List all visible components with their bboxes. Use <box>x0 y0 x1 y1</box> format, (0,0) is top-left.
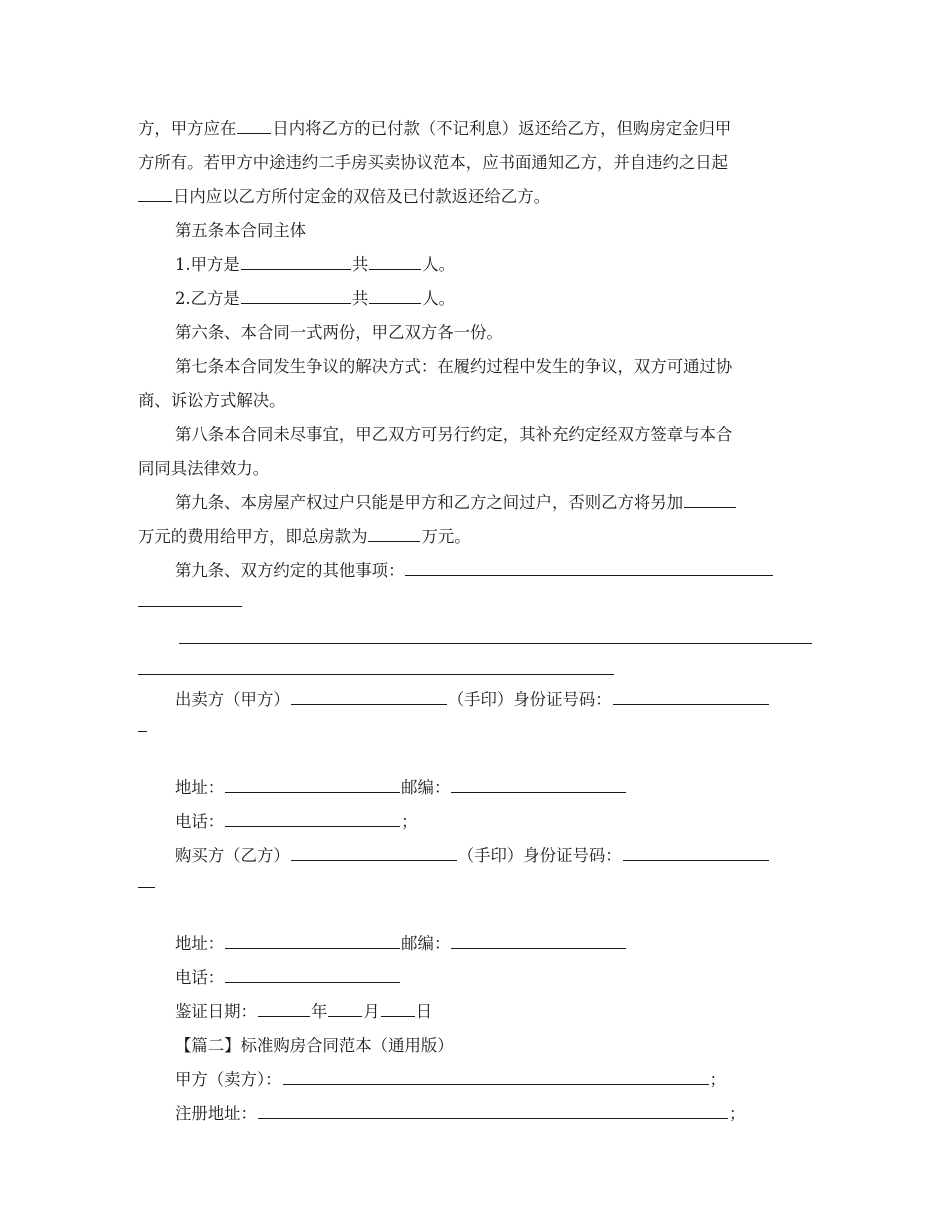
party-a-field <box>283 1066 709 1085</box>
text: （手印）身份证号码： <box>457 846 622 865</box>
buyer-id-field <box>623 842 769 861</box>
text: 出卖方（甲方） <box>175 690 290 709</box>
blank-field <box>369 251 421 270</box>
blank-field <box>237 115 271 134</box>
article-6 <box>138 316 814 350</box>
seller-address-line <box>138 771 814 805</box>
blank-field <box>405 557 773 576</box>
text: ； <box>709 1070 726 1089</box>
buyer-line <box>138 839 814 873</box>
paragraph-line <box>138 180 814 214</box>
article-5-title <box>138 214 814 248</box>
buyer-phone-field <box>225 964 400 983</box>
buyer-id-wrap <box>138 873 814 927</box>
seller-postcode-field <box>451 774 626 793</box>
registered-address-field <box>258 1100 728 1119</box>
day-field <box>381 998 415 1017</box>
article-9-line-1 <box>138 486 814 520</box>
seller-phone-field <box>225 808 400 827</box>
text: 同同具法律效力。 <box>138 459 270 478</box>
article-7-line-2 <box>138 384 814 418</box>
text: 月 <box>363 1002 380 1021</box>
blank-field <box>241 251 351 270</box>
blank-field <box>368 523 420 542</box>
paragraph-line <box>138 146 814 180</box>
text: 地址： <box>175 778 225 797</box>
blank-field <box>138 717 147 732</box>
seller-line <box>138 683 814 717</box>
text: 日内将乙方的已付款（不记利息）返还给乙方，但购房定金归甲 <box>272 119 732 138</box>
text: 万元的费用给甲方，即总房款为 <box>138 527 368 546</box>
part-2-title <box>138 1029 814 1063</box>
seller-name-field <box>291 686 447 705</box>
article-8-line-2 <box>138 452 814 486</box>
seller-id-field <box>613 686 769 705</box>
article-9-line-2 <box>138 520 814 554</box>
party-a-line <box>138 1063 814 1097</box>
text: （手印）身份证号码： <box>447 690 612 709</box>
text: 第八条本合同未尽事宜，甲乙双方可另行约定，其补充约定经双方签章与本合 <box>175 425 733 444</box>
buyer-phone-line <box>138 961 814 995</box>
article-7-line-1 <box>138 350 814 384</box>
text: ； <box>401 812 418 831</box>
text: 第九条、双方约定的其他事项： <box>175 561 405 580</box>
text: 人。 <box>422 255 455 274</box>
text: 年 <box>310 1002 328 1021</box>
article-5-item-2 <box>138 282 814 316</box>
seller-phone-line <box>138 805 814 839</box>
buyer-postcode-field <box>451 930 626 949</box>
seller-address-field <box>225 774 400 793</box>
blank-field <box>138 873 155 888</box>
text: 万元。 <box>421 527 471 546</box>
registered-address-line <box>138 1097 814 1131</box>
text: 电话： <box>175 968 225 987</box>
date-line <box>138 995 814 1029</box>
buyer-address-line <box>138 927 814 961</box>
text: 购买方（乙方） <box>175 846 290 865</box>
article-5-item-1 <box>138 248 814 282</box>
buyer-address-field <box>225 930 400 949</box>
blank-field <box>241 285 351 304</box>
blank-field <box>179 621 812 644</box>
text: 日内应以乙方所付定金的双倍及已付款返还给乙方。 <box>173 187 550 206</box>
blank-field <box>138 183 172 202</box>
text: 第九条、本房屋产权过户只能是甲方和乙方之间过户，否则乙方将另加 <box>175 493 684 512</box>
text: 共 <box>351 255 369 274</box>
text: 2.乙方是 <box>175 289 240 308</box>
text: 方，甲方应在 <box>138 119 237 138</box>
blank-field <box>369 285 421 304</box>
article-8-line-1 <box>138 418 814 452</box>
text: 第六条、本合同一式两份，甲乙双方各一份。 <box>175 323 503 342</box>
text: 第五条本合同主体 <box>175 221 307 240</box>
text: 1.甲方是 <box>175 255 240 274</box>
contract-page <box>138 112 814 1131</box>
article-9b <box>138 554 814 588</box>
text: 邮编： <box>401 778 451 797</box>
text: 甲方（卖方）： <box>175 1070 282 1089</box>
text: 地址： <box>175 934 225 953</box>
text: 共 <box>351 289 369 308</box>
text: 商、诉讼方式解决。 <box>138 391 286 410</box>
text: 鉴证日期： <box>175 1002 257 1021</box>
text: 第七条本合同发生争议的解决方式：在履约过程中发生的争议，双方可通过协 <box>175 357 733 376</box>
month-field <box>328 998 362 1017</box>
blank-field <box>684 489 736 508</box>
text: 日 <box>415 1002 433 1021</box>
text: 电话： <box>175 812 225 831</box>
buyer-name-field <box>291 842 457 861</box>
year-field <box>258 998 310 1017</box>
seller-id-wrap <box>138 717 814 771</box>
text: 方所有。若甲方中途违约二手房买卖协议范本，应书面通知乙方，并自违约之日起 <box>138 153 729 172</box>
text: 【篇二】标准购房合同范本（通用版） <box>175 1036 454 1055</box>
text: 邮编： <box>401 934 451 953</box>
paragraph-line <box>138 112 814 146</box>
blank-field <box>138 652 614 675</box>
text: 人。 <box>422 289 455 308</box>
text: 注册地址： <box>175 1104 257 1123</box>
text: ； <box>728 1104 746 1123</box>
